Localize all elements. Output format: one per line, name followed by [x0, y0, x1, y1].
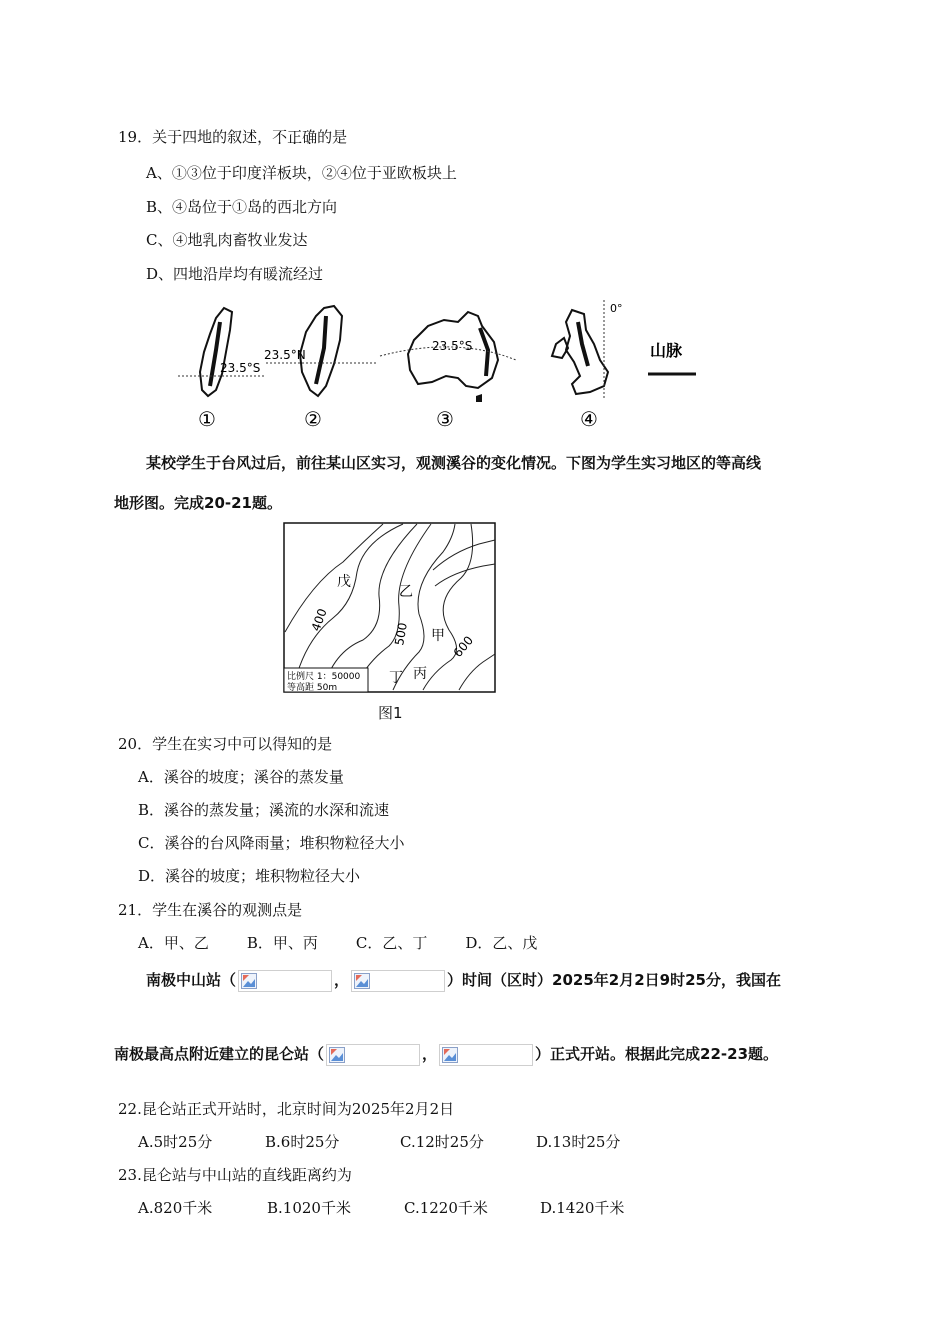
scale-label: 比例尺 1：50000 [287, 672, 361, 682]
q19-option-c: C、④地乳肉畜牧业发达 [146, 231, 308, 249]
q23-option-d: D.1420千米 [540, 1199, 625, 1217]
q21-option-d: D．乙、戊 [465, 934, 538, 952]
broken-image-icon [442, 1047, 458, 1063]
q22-option-d: D.13时25分 [536, 1133, 621, 1151]
intro-22-23-line1-b: ）时间（区时）2025年2月2日9时25分，我国在 [447, 971, 781, 989]
map-1 [178, 308, 266, 431]
q19-stem [118, 126, 347, 147]
q22-option-c: C.12时25分 [400, 1133, 484, 1151]
q21-stem: 21．学生在溪谷的观测点是 [118, 901, 303, 919]
map-2-label: ② [304, 407, 322, 431]
intro-22-23-line2-sep: ， [422, 1045, 438, 1063]
q23-stem: 23.昆仑站与中山站的直线距离约为 [118, 1166, 352, 1184]
q21-option-a: A．甲、乙 [138, 934, 209, 952]
point-wu: 戊 [337, 574, 351, 590]
kunlun-lon-image [439, 1044, 533, 1066]
kunlun-lat-image [326, 1044, 420, 1066]
four-regions-map-figure [176, 300, 716, 432]
q21-options [138, 932, 537, 953]
point-jia: 甲 [431, 628, 445, 644]
q22-stem: 22.昆仑站正式开站时，北京时间为2025年2月2日 [118, 1100, 455, 1118]
q23-option-c: C.1220千米 [404, 1199, 488, 1217]
q23-option-a: A.820千米 [138, 1199, 213, 1217]
q20-option-b: B．溪谷的蒸发量；溪流的水深和流速 [138, 801, 390, 819]
map-4 [552, 300, 623, 431]
map-3-lat-label: 23.5°S [432, 339, 473, 353]
map-3-label: ③ [436, 407, 454, 431]
zhongshan-lon-image [351, 970, 445, 992]
intro-22-23-line1-a: 南极中山站（ [146, 971, 237, 989]
zhongshan-lat-image [238, 970, 332, 992]
intro-22-23-line2-b: ）正式开站。根据此完成22-23题。 [535, 1045, 779, 1063]
intro-20-21-line2: 地形图。完成20-21题。 [114, 494, 282, 512]
broken-image-icon [241, 973, 257, 989]
broken-image-icon [329, 1047, 345, 1063]
map-2 [264, 306, 376, 431]
contour-label-400: 400 [308, 606, 330, 634]
interval-label: 等高距 50m [287, 683, 338, 693]
point-yi: 乙 [399, 584, 413, 600]
map-4-label: ④ [580, 407, 598, 431]
intro-22-23-line1 [146, 962, 781, 998]
q21-option-b: B．甲、丙 [246, 934, 318, 952]
q19-option-a: A、①③位于印度洋板块，②④位于亚欧板块上 [146, 164, 457, 182]
q20-option-a: A．溪谷的坡度；溪谷的蒸发量 [138, 768, 344, 786]
q21-option-c: C．乙、丁 [355, 934, 428, 952]
contour-label-600: 600 [450, 633, 477, 660]
q19-option-d: D、四地沿岸均有暖流经过 [146, 265, 324, 283]
intro-22-23-line1-sep: ， [334, 971, 350, 989]
map-3 [380, 312, 516, 431]
q20-option-d: D．溪谷的坡度；堆积物粒径大小 [138, 867, 361, 885]
map-2-lat-label: 23.5°N [264, 348, 306, 362]
q20-stem: 20．学生在实习中可以得知的是 [118, 735, 333, 753]
q20-option-c: C．溪谷的台风降雨量；堆积物粒径大小 [138, 834, 405, 852]
point-bing: 丙 [413, 666, 427, 682]
q23-option-b: B.1020千米 [267, 1199, 351, 1217]
intro-20-21-line1: 某校学生于台风过后，前往某山区实习，观测溪谷的变化情况。下图为学生实习地区的等高线 [146, 454, 762, 472]
map-legend [648, 341, 696, 374]
q22-option-a: A.5时25分 [138, 1133, 213, 1151]
contour-label-500: 500 [392, 621, 410, 647]
legend-mountain-label: 山脉 [650, 341, 683, 360]
point-ding: 丁 [389, 670, 403, 686]
q22-option-b: B.6时25分 [265, 1133, 340, 1151]
intro-22-23-line2-a: 南极最高点附近建立的昆仑站（ [114, 1045, 325, 1063]
figure-caption: 图1 [378, 704, 403, 722]
map-4-meridian-label: 0° [610, 302, 623, 315]
contour-map-figure [283, 522, 497, 694]
q19-emph-2: 正 [287, 128, 303, 146]
map-1-lat-label: 23.5°S [220, 361, 261, 375]
q19-stem-text: 19．关于四地的叙述， [118, 128, 273, 146]
q19-emph-3: 确 [302, 128, 318, 146]
q19-emph-1: 不 [272, 128, 288, 146]
intro-22-23-line2 [114, 1036, 778, 1072]
q19-stem-end: 的是 [317, 128, 348, 146]
map-1-label: ① [198, 407, 216, 431]
q19-option-b: B、④岛位于①岛的西北方向 [146, 198, 338, 216]
broken-image-icon [354, 973, 370, 989]
